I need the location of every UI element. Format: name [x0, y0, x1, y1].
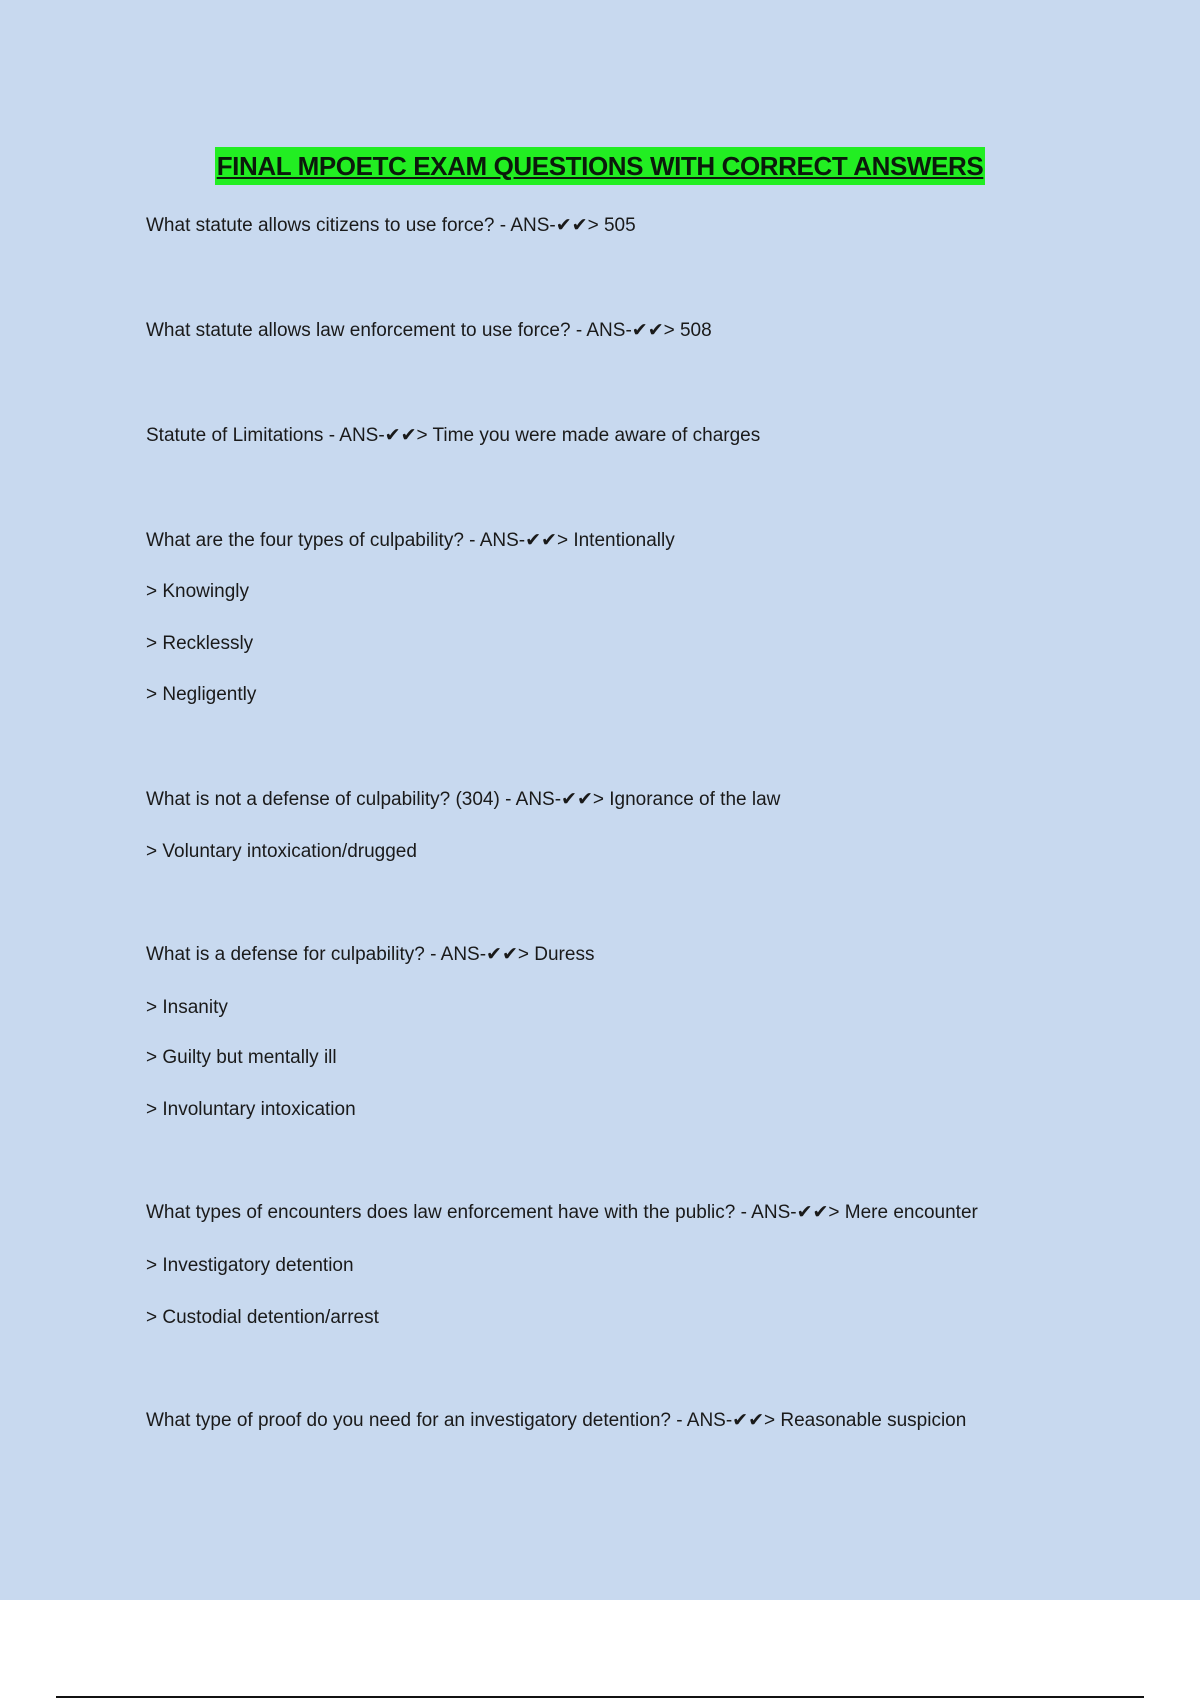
document-title: FINAL MPOETC EXAM QUESTIONS WITH CORRECT ANSWERS: [215, 147, 986, 185]
question-text: What types of encounters does law enforcement have with the public? - ANS-✔✔> Mere encounter: [146, 1202, 978, 1223]
question-text: What statute allows law enforcement to use force? - ANS-✔✔> 508: [146, 320, 712, 341]
footer-divider: [56, 1696, 1144, 1698]
answer-line: > Negligently: [146, 684, 257, 705]
answer-line: > Guilty but mentally ill: [146, 1047, 337, 1068]
answer-line: > Involuntary intoxication: [146, 1099, 356, 1120]
qa-item-statute-law-enforcement: [146, 318, 1146, 344]
qa-item-defense-for-culpability: [146, 942, 1146, 1120]
answer-line: > Investigatory detention: [146, 1255, 354, 1276]
question-text: What is a defense for culpability? - ANS-✔✔> Duress: [146, 944, 595, 965]
qa-item-statute-citizens: [146, 213, 1146, 239]
question-text: What are the four types of culpability? - ANS-✔✔> Intentionally: [146, 530, 675, 551]
title-container: [0, 147, 1200, 185]
question-text: What statute allows citizens to use force? - ANS-✔✔> 505: [146, 215, 636, 236]
question-text: What type of proof do you need for an investigatory detention? - ANS-✔✔> Reasonable suspicion: [146, 1410, 967, 1431]
answer-line: > Custodial detention/arrest: [146, 1307, 379, 1328]
qa-item-not-a-defense: [146, 787, 1146, 862]
qa-item-investigatory-proof: [146, 1408, 1146, 1434]
answer-line: > Recklessly: [146, 633, 254, 654]
qa-item-encounter-types: [146, 1200, 1146, 1328]
qa-item-culpability-types: [146, 528, 1146, 705]
answer-line: > Knowingly: [146, 581, 249, 602]
answer-line: > Voluntary intoxication/drugged: [146, 841, 417, 862]
question-text: Statute of Limitations - ANS-✔✔> Time you were made aware of charges: [146, 425, 761, 446]
qa-item-statute-of-limitations: [146, 423, 1146, 449]
answer-line: > Insanity: [146, 997, 228, 1018]
question-text: What is not a defense of culpability? (304) - ANS-✔✔> Ignorance of the law: [146, 789, 781, 810]
